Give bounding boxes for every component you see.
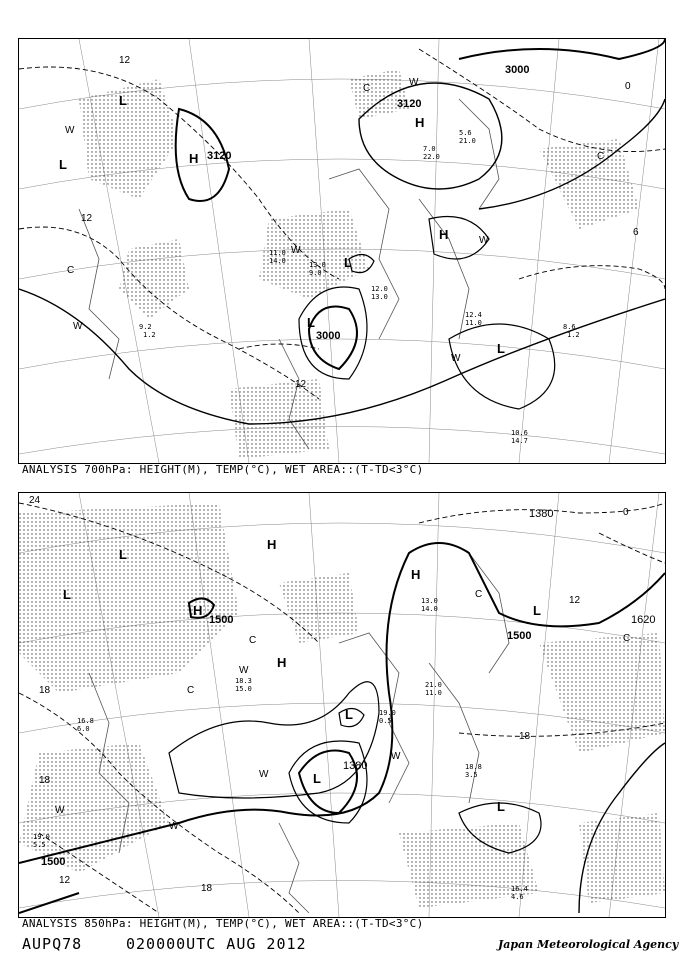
contour-label: 3120 [397,98,422,110]
map-panel-700hpa [18,38,666,464]
cold-marker: C [363,83,371,94]
warm-marker: W [239,665,249,676]
warm-marker: W [169,821,179,832]
station-value: 14.0 [421,605,438,613]
cold-marker: C [597,151,605,162]
station-value: 13.0 [371,293,388,301]
station-value: 21.0 [425,681,442,689]
warm-marker: W [55,805,65,816]
station-value: 9.0 [309,269,322,277]
station-value: 15.0 [235,685,252,693]
low-center-symbol: L [533,603,541,618]
cold-marker: C [249,635,257,646]
low-center-symbol: L [119,93,127,108]
high-center-symbol: H [189,151,199,166]
contour-label: 12 [119,55,131,66]
low-center-symbol: L [345,707,353,722]
station-value: 13.0 [421,597,438,605]
contour-label: 18 [39,775,51,786]
analysis-caption-700hpa: ANALYSIS 700hPa: HEIGHT(M), TEMP(°C), WET AREA::(T-TD<3°C) [22,463,424,476]
low-center-symbol: L [59,157,67,172]
station-value: 16.4 [511,885,528,893]
warm-marker: W [479,235,489,246]
station-value: 5.6 [459,129,472,137]
contour-label: 1500 [41,856,66,868]
contour-label: 1620 [631,614,656,626]
station-value: 13.0 [309,261,326,269]
station-value: 14.7 [511,437,528,445]
map-700hpa-canvas [19,39,665,463]
contour-label: 12 [59,875,71,886]
warm-marker: W [291,245,301,256]
station-value: 7.0 [423,145,436,153]
warm-marker: W [259,769,269,780]
station-value: 11.0 [269,249,286,257]
contour-label: 18 [39,685,51,696]
cold-marker: C [187,685,195,696]
cold-marker: C [623,633,631,644]
warm-marker: W [391,751,401,762]
station-value: 19.0 [33,833,50,841]
low-center-symbol: L [119,547,127,562]
agency-credit: Japan Meteorological Agency [498,938,679,951]
low-center-symbol: L [63,587,71,602]
station-value: 6.0 [77,725,90,733]
contour-label: 18 [201,883,213,894]
low-center-symbol: L [497,341,505,356]
station-value: 1.2 [567,331,580,339]
cold-marker: C [67,265,75,276]
station-value: 12.4 [465,311,482,319]
contour-label: 1500 [507,630,532,642]
low-center-symbol: L [344,255,352,270]
map-850hpa-canvas [19,493,665,917]
station-value: 9.2 [139,323,152,331]
station-value: 21.0 [459,137,476,145]
warm-marker: W [65,125,75,136]
warm-marker: W [73,321,83,332]
station-value: 14.0 [269,257,286,265]
station-value: 22.0 [423,153,440,161]
high-center-symbol: H [277,655,287,670]
station-value: 18.8 [465,763,482,771]
station-value: 12.0 [371,285,388,293]
station-value: 11.0 [465,319,482,327]
contour-label: 18 [519,731,531,742]
high-center-symbol: H [439,227,449,242]
low-center-symbol: L [313,771,321,786]
analysis-caption-850hpa: ANALYSIS 850hPa: HEIGHT(M), TEMP(°C), WET AREA::(T-TD<3°C) [22,917,424,930]
analysis-time: 020000UTC AUG 2012 [126,935,307,953]
warm-marker: W [409,77,419,88]
contour-label: 3000 [316,330,341,342]
contour-label: 12 [81,213,93,224]
station-value: 10.6 [511,429,528,437]
contour-label: 0 [625,81,631,92]
contour-label: 12 [295,379,307,390]
station-value: 0.5 [379,717,392,725]
station-value: 1.2 [143,331,156,339]
warm-marker: W [451,353,461,364]
cold-marker: C [475,589,483,600]
high-center-symbol: H [411,567,421,582]
station-value: 3.5 [465,771,478,779]
station-value: 8.6 [563,323,576,331]
low-center-symbol: L [497,799,505,814]
contour-label: 6 [633,227,639,238]
wet-areas [19,503,665,908]
contour-label: 3120 [207,150,232,162]
station-value: 19.0 [379,709,396,717]
station-plots [139,129,580,445]
high-center-symbol: H [267,537,277,552]
contour-label: 1500 [209,614,234,626]
contour-label: 24 [29,495,41,506]
contour-label: 1380 [529,508,554,520]
chart-code: AUPQ78 [22,935,83,953]
station-value: 11.0 [425,689,442,697]
contour-label: 1380 [343,760,368,772]
station-value: 4.6 [511,893,524,901]
high-center-symbol: H [415,115,425,130]
station-value: 5.5 [33,841,46,849]
contour-label: 3000 [505,64,530,76]
low-center-symbol: L [307,315,315,330]
contour-label: 0 [623,507,629,518]
station-value: 18.3 [235,677,252,685]
high-center-symbol: H [193,603,203,618]
contour-label: 12 [569,595,581,606]
station-value: 16.8 [77,717,94,725]
map-panel-850hpa [18,492,666,918]
